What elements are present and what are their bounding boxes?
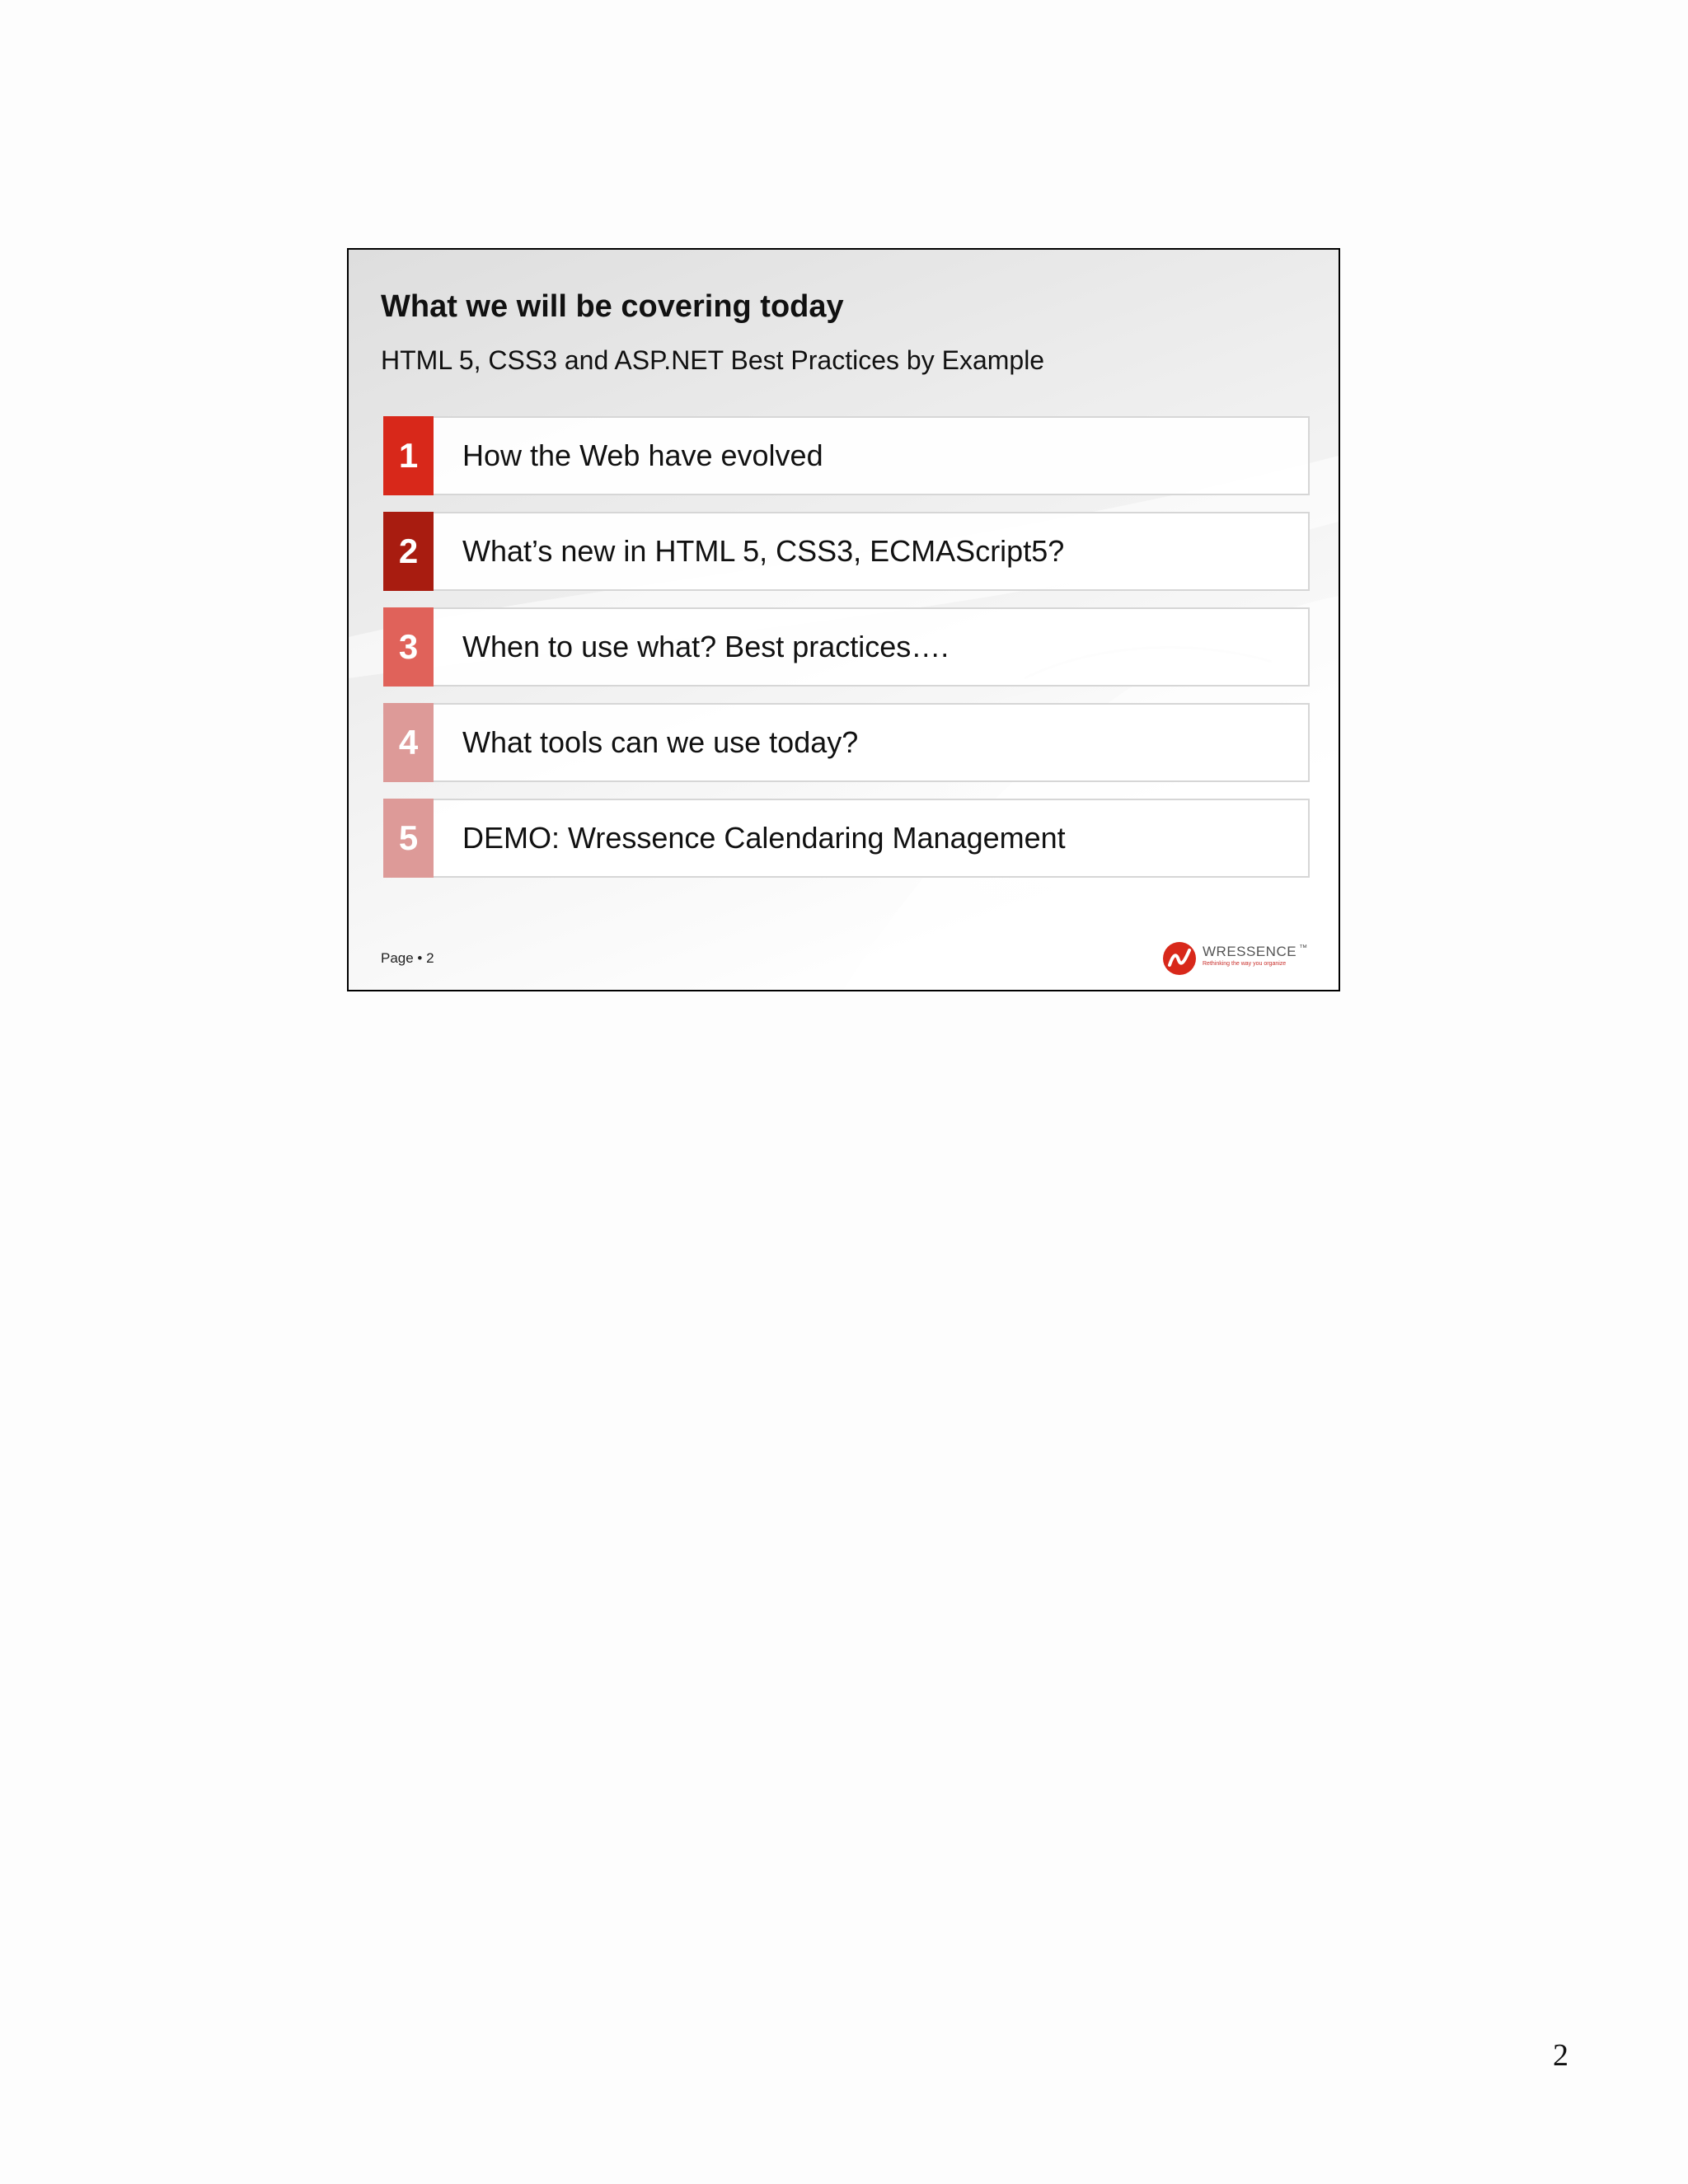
agenda-number-badge: 4 [383, 703, 434, 782]
page-number: 2 [1553, 2038, 1568, 2073]
agenda-number-badge: 5 [383, 799, 434, 878]
logo-tagline: Rethinking the way you organize [1203, 961, 1287, 967]
slide-title: What we will be covering today [381, 289, 844, 324]
logo-trademark: ™ [1299, 944, 1308, 954]
wressence-logo [1161, 940, 1310, 977]
agenda-item [383, 512, 1310, 591]
wressence-logo-icon [1161, 940, 1198, 977]
logo-name [1203, 944, 1308, 960]
agenda-item [383, 607, 1310, 687]
agenda-number-badge: 2 [383, 512, 434, 591]
logo-name-text: WRESSENCE [1203, 944, 1297, 959]
agenda-item [383, 799, 1310, 878]
agenda-item [383, 416, 1310, 495]
agenda-item-text: What’s new in HTML 5, CSS3, ECMAScript5? [462, 534, 1065, 568]
agenda-number-badge: 3 [383, 607, 434, 687]
slide [347, 248, 1340, 991]
agenda-item-text: DEMO: Wressence Calendaring Management [462, 821, 1066, 855]
slide-footer-page: Page • 2 [381, 950, 434, 966]
agenda-item-text: How the Web have evolved [462, 438, 823, 472]
agenda-item-text: What tools can we use today? [462, 725, 859, 759]
agenda-item [383, 703, 1310, 782]
slide-subtitle: HTML 5, CSS3 and ASP.NET Best Practices by Example [381, 345, 1045, 375]
agenda-number-badge: 1 [383, 416, 434, 495]
agenda-list [383, 416, 1310, 894]
agenda-item-text: When to use what? Best practices…. [462, 630, 950, 663]
